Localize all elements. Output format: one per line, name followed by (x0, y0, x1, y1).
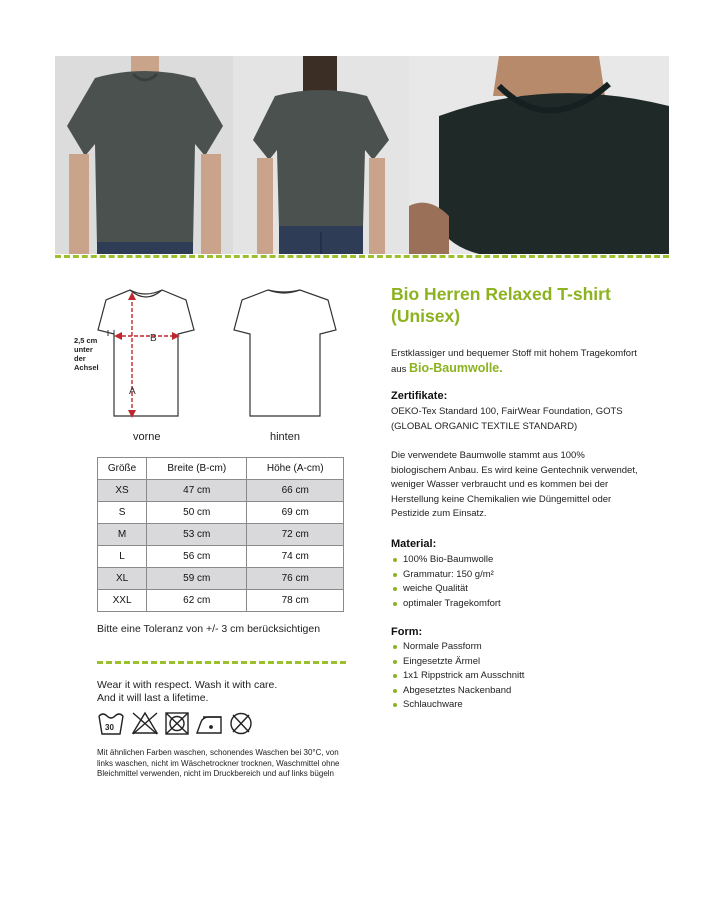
material-list (391, 553, 501, 611)
front-label: vorne (133, 431, 161, 443)
size-table (97, 457, 344, 612)
cell-size: M (98, 524, 147, 546)
cell-width: 62 cm (147, 590, 247, 612)
cell-size: XL (98, 568, 147, 590)
cell-width: 47 cm (147, 480, 247, 502)
section-divider-care (97, 661, 346, 664)
back-label: hinten (270, 431, 300, 443)
no-tumble-dry-icon (166, 713, 188, 734)
cell-size: XS (98, 480, 147, 502)
list-item: optimaler Tragekomfort (391, 597, 501, 612)
certificates-heading: Zertifikate: (391, 390, 448, 402)
care-slogan (97, 679, 277, 705)
material-heading: Material: (391, 538, 437, 550)
photo-back-model (233, 56, 409, 254)
certificates-text: OEKO-Tex Standard 100, FairWear Foundation, GOTS (GLOBAL ORGANIC TEXTILE STANDARD) (391, 406, 623, 432)
header-height: Höhe (A-cm) (247, 458, 344, 480)
list-item: Grammatur: 150 g/m² (391, 568, 501, 583)
list-item: 100% Bio-Baumwolle (391, 553, 501, 568)
table-row (98, 546, 344, 568)
table-row (98, 524, 344, 546)
cell-height: 74 cm (247, 546, 344, 568)
product-title: Bio Herren Relaxed T-shirt (Unisex) (391, 284, 611, 326)
iron-low-icon (197, 717, 221, 733)
intro-text: Erstklassiger und bequemer Stoff mit hohem Tragekomfort aus (391, 348, 637, 375)
size-table-header-row (98, 458, 344, 480)
no-dry-clean-icon (231, 714, 251, 734)
no-bleach-icon (133, 713, 157, 734)
cell-height: 66 cm (247, 480, 344, 502)
measure-note-line: 2,5 cm (74, 336, 98, 345)
table-row (98, 590, 344, 612)
care-symbols (97, 710, 267, 736)
header-width: Breite (B-cm) (147, 458, 247, 480)
back-shirt-outline (234, 290, 336, 416)
cell-height: 78 cm (247, 590, 344, 612)
form-heading: Form: (391, 626, 423, 638)
header-size: Größe (98, 458, 147, 480)
tolerance-note: Bitte eine Toleranz von +/- 3 cm berücksichtigen (97, 623, 321, 635)
marker-b: B (150, 333, 157, 344)
product-intro (391, 346, 651, 377)
measure-note-line: der (74, 354, 86, 363)
list-item: Eingesetzte Ärmel (391, 655, 524, 670)
cell-height: 69 cm (247, 502, 344, 524)
cell-width: 53 cm (147, 524, 247, 546)
size-diagram (70, 284, 360, 444)
cell-size: L (98, 546, 147, 568)
care-slogan-line: And it will last a lifetime. (97, 692, 209, 704)
photo-front-model (55, 56, 233, 254)
marker-a: A (129, 386, 136, 397)
measure-note-line: Achsel (74, 363, 99, 372)
measure-note (74, 336, 99, 372)
cell-width: 50 cm (147, 502, 247, 524)
table-row (98, 502, 344, 524)
product-photo-strip (55, 56, 669, 254)
measure-note-line: unter (74, 345, 93, 354)
list-item: Abgesetztes Nackenband (391, 684, 524, 699)
list-item: Normale Passform (391, 640, 524, 655)
photo-detail-collar (409, 56, 669, 254)
cell-height: 76 cm (247, 568, 344, 590)
cell-size: S (98, 502, 147, 524)
list-item: 1x1 Rippstrick am Ausschnitt (391, 669, 524, 684)
care-instructions: Mit ähnlichen Farben waschen, schonendes Waschen bei 30°C, von links waschen, nicht im Wäschetrockner trocknen, Waschmittel ohne Bleichmittel verwenden, nicht im Druckbereich und auf links bügeln (97, 748, 340, 778)
cell-height: 72 cm (247, 524, 344, 546)
section-divider-top (55, 255, 669, 258)
care-slogan-line: Wear it with respect. Wash it with care. (97, 679, 278, 691)
list-item: weiche Qualität (391, 582, 501, 597)
table-row (98, 480, 344, 502)
table-row (98, 568, 344, 590)
list-item: Schlauchware (391, 698, 524, 713)
cell-width: 56 cm (147, 546, 247, 568)
front-shirt-outline (98, 290, 194, 416)
cell-size: XXL (98, 590, 147, 612)
form-list (391, 640, 524, 713)
cell-width: 59 cm (147, 568, 247, 590)
cotton-description: Die verwendete Baumwolle stammt aus 100% biologischem Anbau. Es wird keine Gentechnik verwendet, weniger Wasser verbraucht und es kommen bei der Herstellung keine Chemikalien wie Düngemittel oder Pestizide zum Einsatz. (391, 450, 638, 519)
wash-temp: 30 (105, 723, 114, 732)
intro-highlight: Bio-Baumwolle. (408, 361, 503, 375)
